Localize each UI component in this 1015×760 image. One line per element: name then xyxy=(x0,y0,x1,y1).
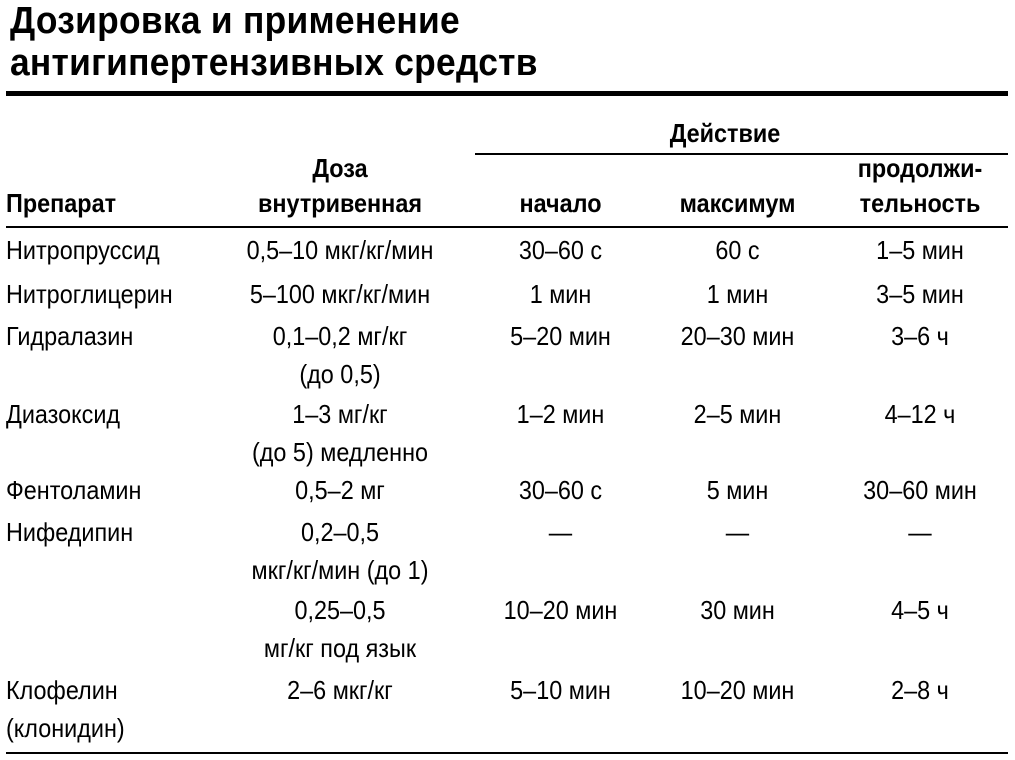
max-value: 20–30 мин xyxy=(680,321,795,351)
header-dose-line2: внутривенная xyxy=(258,188,422,218)
dose-value: 0,2–0,5 xyxy=(300,517,380,547)
onset-value: 5–10 мин xyxy=(510,675,611,705)
drug-name: Диазоксид xyxy=(6,399,121,429)
drug-name: Нитроглицерин xyxy=(6,279,173,309)
dose-value: (до 0,5) xyxy=(299,359,381,389)
header-max: максимум xyxy=(679,188,796,218)
page-title xyxy=(10,0,940,84)
dose-value: 0,1–0,2 мг/кг xyxy=(272,321,408,351)
header-drug: Препарат xyxy=(6,188,117,218)
duration-value: 1–5 мин xyxy=(876,235,964,265)
dose-value: 0,5–2 мг xyxy=(295,475,385,505)
dose-value: 1–3 мг/кг xyxy=(292,399,388,429)
bottom-rule xyxy=(6,752,1008,754)
title-line-1: Дозировка и применение xyxy=(10,0,460,42)
duration-value: 4–12 ч xyxy=(884,399,956,429)
duration-value: 3–6 ч xyxy=(891,321,949,351)
dose-value: 5–100 мкг/кг/мин xyxy=(249,279,431,309)
max-value: 30 мин xyxy=(700,595,775,625)
dose-value: мг/кг под язык xyxy=(263,633,417,663)
duration-value: 3–5 мин xyxy=(876,279,964,309)
dose-value: 0,25–0,5 xyxy=(294,595,386,625)
max-value: 60 с xyxy=(715,235,760,265)
header-onset: начало xyxy=(519,188,602,218)
title-line-2: антигипертензивных средств xyxy=(10,42,538,84)
header-duration-line2: тельность xyxy=(859,188,981,218)
max-value: 10–20 мин xyxy=(680,675,795,705)
header-rule xyxy=(6,226,1008,228)
drug-name: Клофелин xyxy=(6,675,118,705)
max-value: 1 мин xyxy=(706,279,769,309)
onset-value: 30–60 с xyxy=(518,475,603,505)
onset-value: 10–20 мин xyxy=(503,595,618,625)
drug-name: Нифедипин xyxy=(6,517,134,547)
max-value: 2–5 мин xyxy=(693,399,782,429)
drug-name: Гидралазин xyxy=(6,321,134,351)
max-value: 5 мин xyxy=(706,475,769,505)
onset-value: — xyxy=(548,517,573,547)
header-action: Действие xyxy=(669,118,781,148)
onset-value: 1 мин xyxy=(529,279,592,309)
onset-value: 5–20 мин xyxy=(510,321,611,351)
duration-value: 30–60 мин xyxy=(863,475,977,505)
duration-value: 4–5 ч xyxy=(891,595,949,625)
duration-value: 2–8 ч xyxy=(891,675,949,705)
dose-value: мкг/кг/мин (до 1) xyxy=(251,555,429,585)
top-rule xyxy=(6,91,1008,96)
drug-name: Нитропруссид xyxy=(6,235,160,265)
dose-value: (до 5) медленно xyxy=(251,437,429,467)
header-duration-line1: продолжи- xyxy=(857,153,983,183)
drug-name: (клонидин) xyxy=(6,713,125,743)
duration-value: — xyxy=(908,517,932,547)
dose-value: 0,5–10 мкг/кг/мин xyxy=(246,235,434,265)
max-value: — xyxy=(725,517,750,547)
dose-value: 2–6 мкг/кг xyxy=(287,675,393,705)
header-dose-line1: Доза xyxy=(312,153,368,183)
onset-value: 1–2 мин xyxy=(516,399,605,429)
onset-value: 30–60 с xyxy=(518,235,603,265)
drug-name: Фентоламин xyxy=(6,475,142,505)
